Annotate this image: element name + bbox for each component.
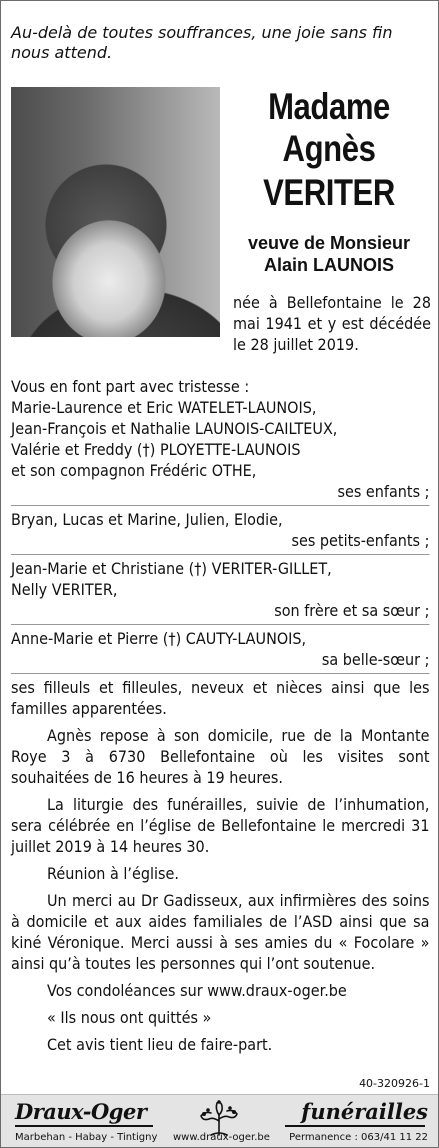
- child-entry: Jean-François et Nathalie LAUNOIS-CAILTEUX,: [11, 419, 338, 438]
- deceased-portrait-photo: [11, 87, 220, 337]
- thanks-paragraph: Un merci au Dr Gadisseux, aux infirmières des soins à domicile et aux aides familiales de l’ASD ainsi que sa kiné Véronique. Merci aussi à ses amies du « Focolare » ainsi qu’à toutes les personnes qui l’ont soutenue.: [11, 891, 430, 973]
- service-underline: [285, 1125, 425, 1127]
- inlaw-label: sa belle-sœur ;: [321, 650, 430, 669]
- divider: [11, 624, 430, 625]
- funeral-liturgy-paragraph: La liturgie des funérailles, suivie de l’inhumation, sera célébrée en l’église de Bellefontaine le mercredi 31 juillet 2019 à 14 heures 30.: [11, 795, 430, 856]
- inlaw-entry: Anne-Marie et Pierre (†) CAUTY-LAUNOIS,: [11, 629, 307, 648]
- funerals-service-text: funérailles: [301, 1099, 428, 1124]
- sibling-entry: Jean-Marie et Christiane (†) VERITER-GILLET,: [11, 559, 332, 578]
- grandchildren-entry: Bryan, Lucas et Marine, Julien, Elodie,: [11, 510, 283, 529]
- child-entry: Valérie et Freddy (†) PLOYETTE-LAUNOIS: [11, 440, 301, 459]
- deceased-last-name: VERITER: [263, 172, 395, 213]
- extended-family-line: ses filleuls et filleules, neveux et nièces ainsi que les familles apparentées.: [11, 678, 430, 718]
- announcement-body: [11, 376, 430, 1055]
- late-husband-name: Alain LAUNOIS: [263, 255, 394, 275]
- meeting-place-line: Réunion à l’église.: [47, 864, 179, 883]
- epigraph-quote: Au-delà de toutes souffrances, une joie sans fin nous attend.: [11, 23, 393, 62]
- sibling-entry: Nelly VERITER,: [11, 580, 118, 599]
- condolences-line: Vos condoléances sur www.draux-oger.be: [47, 981, 347, 1000]
- funeral-home-logo-text: Draux-Oger: [15, 1099, 147, 1124]
- visitation-paragraph: Agnès repose à son domicile, rue de la Montante Roye 3 à 6730 Bellefontaine où les visites sont souhaitées de 16 heures à 19 heures.: [11, 726, 430, 787]
- widow-of-label: veuve de Monsieur: [247, 233, 411, 253]
- grandchildren-label: ses petits-enfants ;: [291, 531, 430, 550]
- divider: [11, 554, 430, 555]
- they-left-us-line: « Ils nous ont quittés »: [47, 1008, 212, 1027]
- intro-line: Vous en font part avec tristesse :: [11, 377, 250, 396]
- child-entry: Marie-Laurence et Eric WATELET-LAUNOIS,: [11, 398, 317, 417]
- logo-underline: [15, 1125, 153, 1127]
- website-text: www.draux-oger.be: [173, 1132, 270, 1143]
- birth-death-details: née à Bellefontaine le 28 mai 1941 et y est décédée le 28 juillet 2019.: [233, 293, 431, 354]
- funeral-home-footer: [1, 1094, 438, 1148]
- siblings-label: son frère et sa sœur ;: [274, 601, 430, 620]
- divider: [11, 673, 430, 674]
- child-entry: et son compagnon Frédéric OTHE,: [11, 461, 257, 480]
- deceased-first-name: Agnès: [282, 128, 376, 169]
- permanence-phone: Permanence : 063/41 11 22: [289, 1132, 428, 1143]
- notice-reference-number: 40-320926-1: [359, 1077, 430, 1090]
- deceased-title: Madame: [268, 86, 390, 127]
- divider: [11, 505, 430, 506]
- children-label: ses enfants ;: [337, 482, 430, 501]
- locations-text: Marbehan - Habay - Tintigny: [15, 1132, 158, 1143]
- notice-line: Cet avis tient lieu de faire-part.: [47, 1035, 273, 1054]
